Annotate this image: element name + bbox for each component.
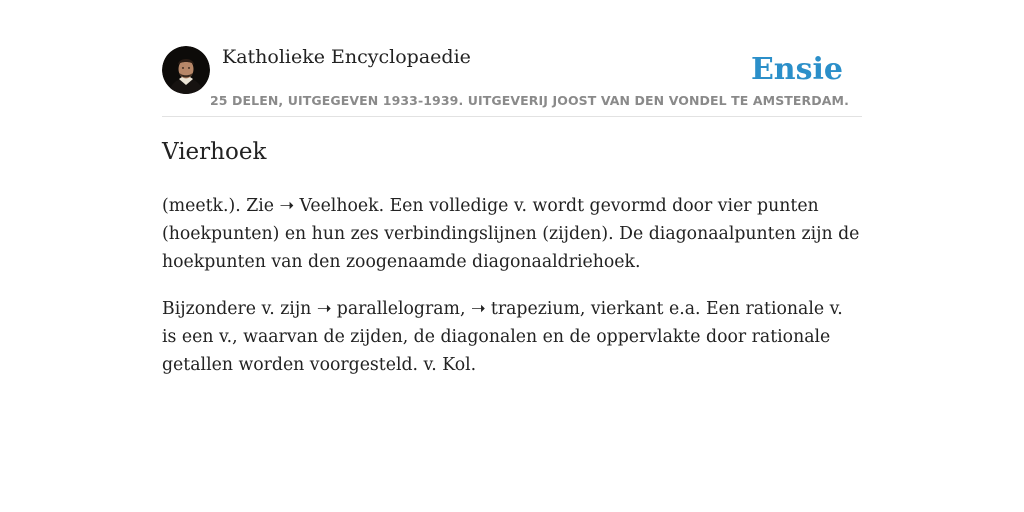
- paragraph-text: ,: [459, 299, 471, 319]
- entry-paragraph-1: [162, 192, 862, 276]
- link-trapezium[interactable]: ➝ trapezium: [470, 299, 580, 319]
- ensie-logo-link[interactable]: Ensie: [750, 52, 843, 87]
- paragraph-text: Bijzondere v. zijn: [162, 299, 317, 319]
- encyclopedia-avatar[interactable]: [162, 46, 210, 94]
- paragraph-text: . Een volledige v. wordt gevormd door vier punten (hoekpunten) en hun zes verbindingslijnen (zijden). De diagonaalpunten zijn de hoekpunten van den zoogenaamde diagonaaldriehoek.: [162, 196, 860, 272]
- entry-paragraph-2: [162, 295, 862, 379]
- paragraph-text: (meetk.). Zie: [162, 196, 280, 216]
- entry-title: Vierhoek: [162, 139, 267, 165]
- site-header: [162, 46, 862, 117]
- paragraph-text: , vierkant e.a. Een rationale v. is een v., waarvan de zijden, de diagonalen en de oppervlakte door rationale getallen worden voorgesteld. v. Kol.: [162, 299, 843, 375]
- link-parallelogram[interactable]: ➝ parallelogram: [316, 299, 460, 319]
- link-veelhoek[interactable]: ➝ Veelhoek: [279, 196, 379, 216]
- site-subtitle: 25 DELEN, UITGEGEVEN 1933-1939. UITGEVERIJ JOOST VAN DEN VONDEL TE AMSTERDAM.: [210, 93, 849, 108]
- site-title[interactable]: Katholieke Encyclopaedie: [222, 46, 471, 68]
